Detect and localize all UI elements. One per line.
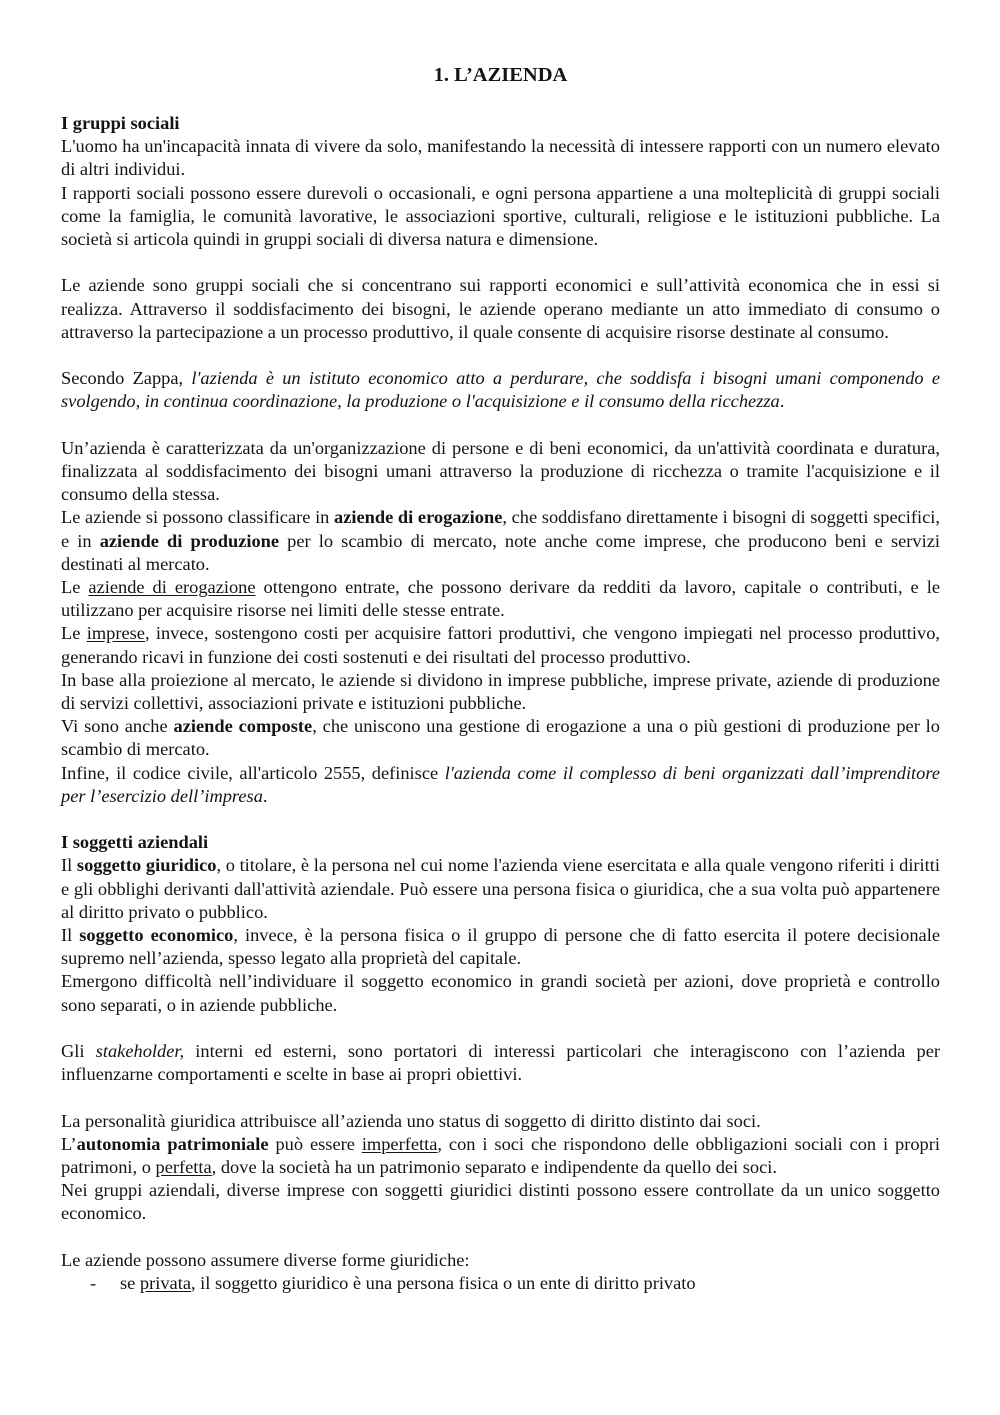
text: . — [262, 785, 268, 806]
paragraph-gap — [61, 251, 940, 274]
bold-term: aziende composte — [173, 716, 313, 737]
civil-code-quote: l'azienda come il complesso di beni organizzati dall’imprenditore per l’esercizio dell’impresa — [61, 762, 940, 806]
zappa-quote: l'azienda è un istituto economico atto a perdurare, che soddisfa i bisogni umani componendo e svolgendo, in continua coordinazione, la produzione o l'acquisizione e il consumo della ricchezza — [61, 368, 941, 412]
text: Il — [61, 855, 77, 876]
paragraph-imprese — [61, 622, 940, 668]
underlined-term: imperfetta — [361, 1133, 438, 1154]
bold-term: soggetto giuridico — [76, 855, 217, 876]
paragraph: La personalità giuridica attribuisce all’azienda uno status di soggetto di diritto distinto dai soci. — [61, 1110, 761, 1131]
underlined-term: perfetta — [155, 1157, 212, 1178]
paragraph-composte — [61, 715, 940, 761]
paragraph-autonomia — [61, 1133, 940, 1179]
text: L’ — [61, 1133, 77, 1154]
text: se — [120, 1273, 140, 1294]
list-item — [61, 1272, 940, 1295]
paragraph: Le aziende sono gruppi sociali che si concentrano sui rapporti economici e sull’attività economica che in essi si realizza. Attraverso il soddisfacimento dei bisogni, le aziende operano mediante un atto immediato di consumo o attraverso la partecipazione a un processo produttivo, il quale consente di acquisire risorse destinate al consumo. — [61, 275, 940, 342]
paragraph: L'uomo ha un'incapacità innata di vivere da solo, manifestando la necessità di intessere rapporti con un numero elevato di altri individui. — [61, 136, 940, 180]
text: Le aziende si possono classificare in — [61, 507, 335, 528]
text: , dove la società ha un patrimonio separato e indipendente da quello dei soci. — [211, 1157, 777, 1178]
underlined-term: aziende di erogazione — [88, 577, 256, 598]
paragraph-soggetto-economico — [61, 924, 940, 970]
paragraph: I rapporti sociali possono essere durevoli o occasionali, e ogni persona appartiene a una molteplicità di gruppi sociali come la famiglia, le comunità lavorative, le associazioni sportive, culturali, religiose e le istituzioni pubbliche. La società si articola quindi in gruppi sociali di diversa natura e dimensione. — [61, 182, 940, 250]
paragraph-codice-civile — [61, 762, 940, 808]
list-dash: - — [90, 1273, 97, 1294]
text: , o titolare, è la persona nel cui nome l'azienda viene esercitata e alla quale vengono riferiti i diritti e gli obblighi derivanti dall'attività aziendale. Può essere una persona fisica o giuridica, che a sua volta può appartenere al diritto privato o pubblico. — [61, 855, 940, 922]
text: può essere — [268, 1133, 362, 1154]
paragraph-gap — [61, 1226, 940, 1249]
text: Le — [61, 623, 87, 644]
text: Vi sono anche — [61, 716, 174, 737]
paragraph-classificazione — [61, 506, 940, 576]
chapter-title: 1. L’AZIENDA — [433, 64, 568, 86]
underlined-term: privata — [139, 1273, 191, 1294]
underlined-term: imprese — [86, 623, 145, 644]
bold-term: autonomia patrimoniale — [76, 1133, 269, 1154]
text: Infine, il codice civile, all'articolo 2555, definisce — [61, 762, 445, 783]
paragraph-gap — [61, 808, 940, 831]
paragraph-gap — [61, 1017, 940, 1040]
paragraph: Emergono difficoltà nell’individuare il soggetto economico in grandi società per azioni, dove proprietà e controllo sono separati, o in aziende pubbliche. — [61, 971, 940, 1015]
paragraph-gap — [61, 344, 940, 367]
text: , che soddisfano direttamente i bisogni di soggetti specifici, e in — [61, 507, 940, 551]
italic-term: stakeholder, — [95, 1041, 185, 1062]
text: , invece, sostengono costi per acquisire fattori produttivi, che vengono impiegati nel processo produttivo, generando ricavi in funzione dei costi sostenuti e dei risultati del processo produttivo. — [61, 623, 940, 667]
text: interni ed esterni, sono portatori di interessi particolari che interagiscono con l’azienda per influenzarne comportamenti e scelte in base ai propri obiettivi. — [61, 1041, 940, 1085]
text: per lo scambio di mercato, note anche come imprese, che producono beni e servizi destinati al mercato. — [61, 530, 940, 574]
paragraph-gap — [61, 1086, 940, 1109]
text: Le — [61, 577, 89, 598]
bold-term: aziende di erogazione — [334, 507, 503, 528]
paragraph: Un’azienda è caratterizzata da un'organizzazione di persone e di beni economici, da un'attività coordinata e duratura, finalizzata al soddisfacimento dei bisogni umani attraverso la produzione di ricchezza o tramite l'acquisizione e il consumo della stessa. — [61, 437, 940, 505]
text: , invece, è la persona fisica o il gruppo di persone che di fatto esercita il potere decisionale supremo nell’azienda, spesso legato alla proprietà del capitale. — [61, 925, 940, 969]
text: . — [779, 391, 785, 412]
paragraph: In base alla proiezione al mercato, le aziende si dividono in imprese pubbliche, imprese private, aziende di produzione di servizi collettivi, associazioni private e istituzioni pubbliche. — [61, 669, 940, 714]
paragraph-zappa — [61, 367, 940, 413]
text: , che uniscono una gestione di erogazione a una o più gestioni di produzione per lo scambio di mercato. — [61, 716, 940, 760]
paragraph-stakeholder — [61, 1040, 940, 1086]
text: Secondo Zappa, — [61, 368, 192, 389]
paragraph-soggetto-giuridico — [61, 854, 940, 924]
paragraph: Le aziende possono assumere diverse forme giuridiche: — [61, 1249, 470, 1270]
paragraph: Nei gruppi aziendali, diverse imprese con soggetti giuridici distinti possono essere controllate da un unico soggetto economico. — [61, 1180, 940, 1224]
section-heading-soggetti-aziendali: I soggetti aziendali — [61, 832, 209, 853]
paragraph-gap — [61, 414, 940, 437]
text: , il soggetto giuridico è una persona fisica o un ente di diritto privato — [190, 1273, 696, 1294]
text: Gli — [61, 1041, 96, 1062]
text: , con i soci che rispondono delle obbligazioni sociali con i propri patrimoni, o — [61, 1133, 940, 1178]
text: Il — [61, 925, 80, 946]
bold-term: soggetto economico — [79, 925, 234, 946]
forme-giuridiche-list — [61, 1272, 940, 1295]
bold-term: aziende di produzione — [99, 530, 280, 551]
paragraph-erogazione — [61, 576, 940, 622]
text: ottengono entrate, che possono derivare da redditi da lavoro, capitale o contributi, e le utilizzano per acquisire risorse nei limiti delle stesse entrate. — [61, 577, 940, 621]
section-heading-gruppi-sociali: I gruppi sociali — [61, 113, 180, 133]
